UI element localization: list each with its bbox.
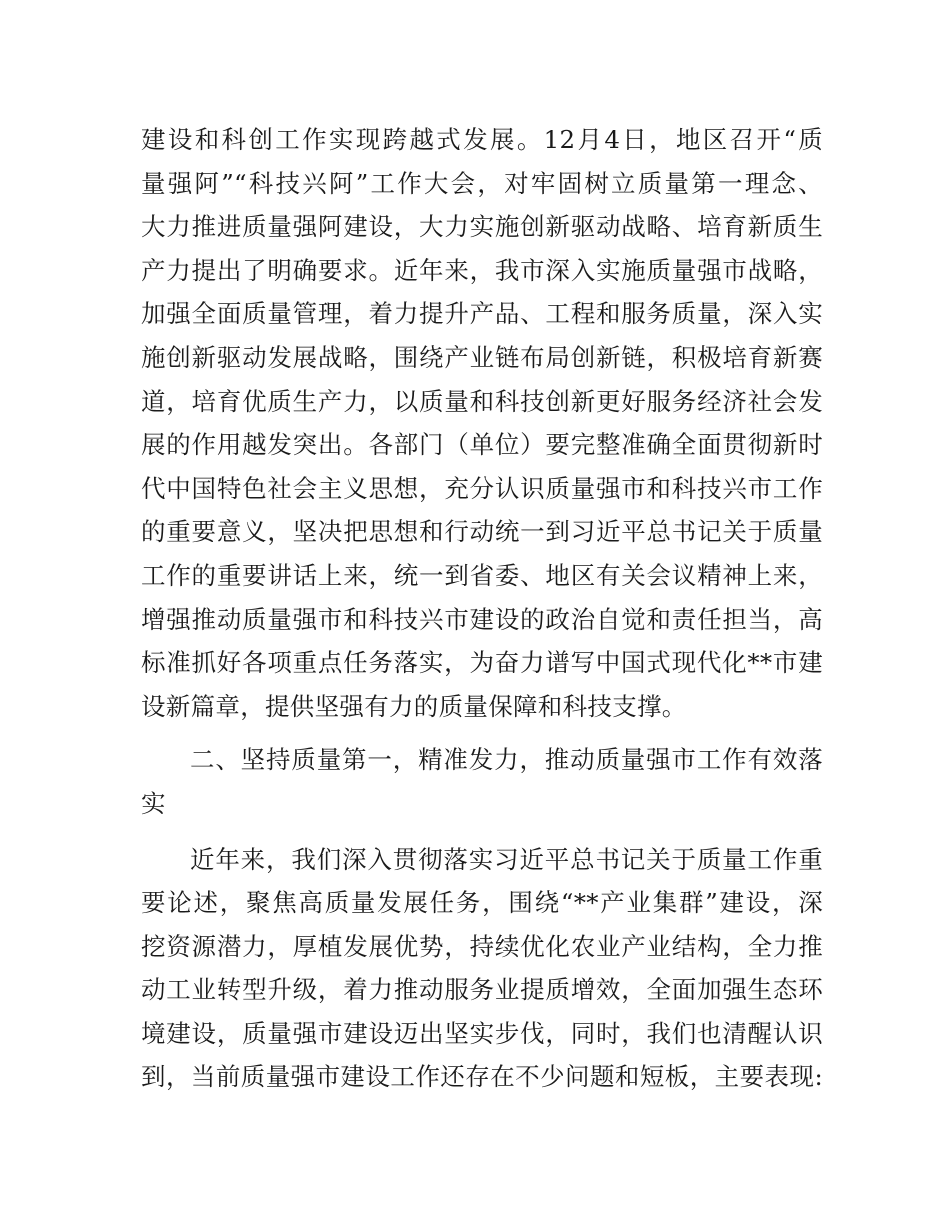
text-line: 建设和科创工作实现跨越式发展。12月4日，地区召开“质 <box>141 125 823 154</box>
text-line: 施创新驱动发展战略，围绕产业链布局创新链，积极培育新赛 <box>141 342 823 372</box>
text-line: 量强阿”“科技兴阿”工作大会，对牢固树立质量第一理念、 <box>141 168 823 198</box>
text-line: 大力推进质量强阿建设，大力实施创新驱动战略、培育新质生 <box>141 212 823 242</box>
text-line: 代中国特色社会主义思想，充分认识质量强市和科技兴市工作 <box>141 473 823 503</box>
text-line: 展的作用越发突出。各部门（单位）要完整准确全面贯彻新时 <box>141 430 823 460</box>
document-body <box>141 118 823 1099</box>
text-line: 设新篇章，提供坚强有力的质量保障和科技支撑。 <box>141 691 687 721</box>
text-line: 境建设，质量强市建设迈出坚实步伐，同时，我们也清醒认识 <box>141 1018 823 1048</box>
text-line: 增强推动质量强市和科技兴市建设的政治自觉和责任担当，高 <box>141 604 823 634</box>
text-line: 近年来，我们深入贯彻落实习近平总书记关于质量工作重 <box>190 844 823 874</box>
text-line: 的重要意义，坚决把思想和行动统一到习近平总书记关于质量 <box>141 517 823 547</box>
heading-line: 二、坚持质量第一，精准发力，推动质量强市工作有效落 <box>190 745 823 775</box>
heading-line: 实 <box>141 788 166 818</box>
text-line: 要论述，聚焦高质量发展任务，围绕“**产业集群”建设，深 <box>141 888 823 918</box>
text-line: 加强全面质量管理，着力提升产品、工程和服务质量，深入实 <box>141 299 823 329</box>
text-line: 工作的重要讲话上来，统一到省委、地区有关会议精神上来， <box>141 560 823 590</box>
text-line: 动工业转型升级，着力推动服务业提质增效，全面加强生态环 <box>141 975 823 1005</box>
text-line: 到，当前质量强市建设工作还存在不少问题和短板，主要表现: <box>141 1062 823 1092</box>
paragraph-continuation <box>141 118 823 728</box>
section-heading <box>141 738 823 825</box>
text-line: 道，培育优质生产力，以质量和科技创新更好服务经济社会发 <box>141 386 823 416</box>
text-line: 标准抓好各项重点任务落实，为奋力谱写中国式现代化**市建 <box>141 648 823 678</box>
text-line: 产力提出了明确要求。近年来，我市深入实施质量强市战略， <box>141 255 823 285</box>
text-line: 挖资源潜力，厚植发展优势，持续优化农业产业结构，全力推 <box>141 931 823 961</box>
paragraph <box>141 838 823 1100</box>
